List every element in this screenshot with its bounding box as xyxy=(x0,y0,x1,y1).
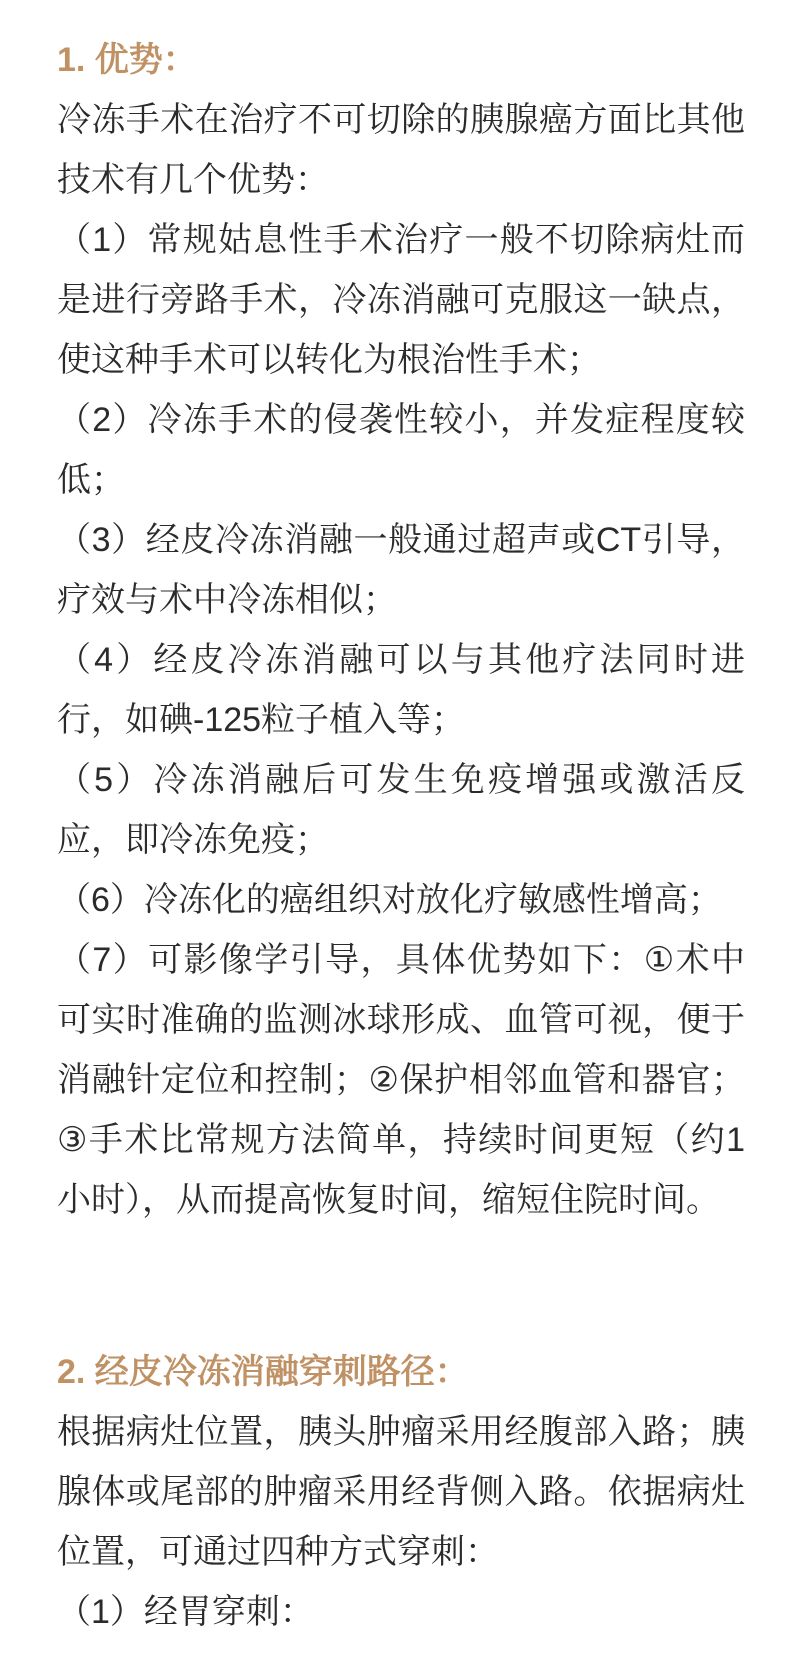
section-heading-advantages: 1. 优势： xyxy=(57,41,197,79)
paragraph-route-1: （1）经胃穿刺： xyxy=(57,1593,314,1631)
paragraph-advantage-4: （4）经皮冷冻消融可以与其他疗法同时进行，如碘-125粒子植入等； xyxy=(57,641,745,739)
paragraph-advantage-2: （2）冷冻手术的侵袭性较小，并发症程度较低； xyxy=(57,401,745,499)
paragraph-advantage-3: （3）经皮冷冻消融一般通过超声或CT引导，疗效与术中冷冻相似； xyxy=(57,521,745,619)
section-heading-puncture-routes: 2. 经皮冷冻消融穿刺路径： xyxy=(57,1353,469,1391)
paragraph-route-intro: 根据病灶位置，胰头肿瘤采用经腹部入路；胰腺体或尾部的肿瘤采用经背侧入路。依据病灶位置，可通过四种方式穿刺： xyxy=(57,1413,745,1571)
paragraph-advantage-6: （6）冷冻化的癌组织对放化疗敏感性增高； xyxy=(57,881,722,919)
paragraph-advantage-7: （7）可影像学引导，具体优势如下：①术中可实时准确的监测冰球形成、血管可视，便于消融针定位和控制；②保护相邻血管和器官；③手术比常规方法简单，持续时间更短（约1小时），从而提高恢复时间，缩短住院时间。 xyxy=(57,941,745,1219)
paragraph-advantage-1: （1）常规姑息性手术治疗一般不切除病灶而是进行旁路手术，冷冻消融可克服这一缺点，使这种手术可以转化为根治性手术； xyxy=(57,221,745,379)
paragraph-intro: 冷冻手术在治疗不可切除的胰腺癌方面比其他技术有几个优势： xyxy=(57,101,745,199)
paragraph-advantage-5: （5）冷冻消融后可发生免疫增强或激活反应，即冷冻免疫； xyxy=(57,761,745,859)
section-advantages xyxy=(57,30,745,1230)
section-puncture-routes xyxy=(57,1342,745,1642)
